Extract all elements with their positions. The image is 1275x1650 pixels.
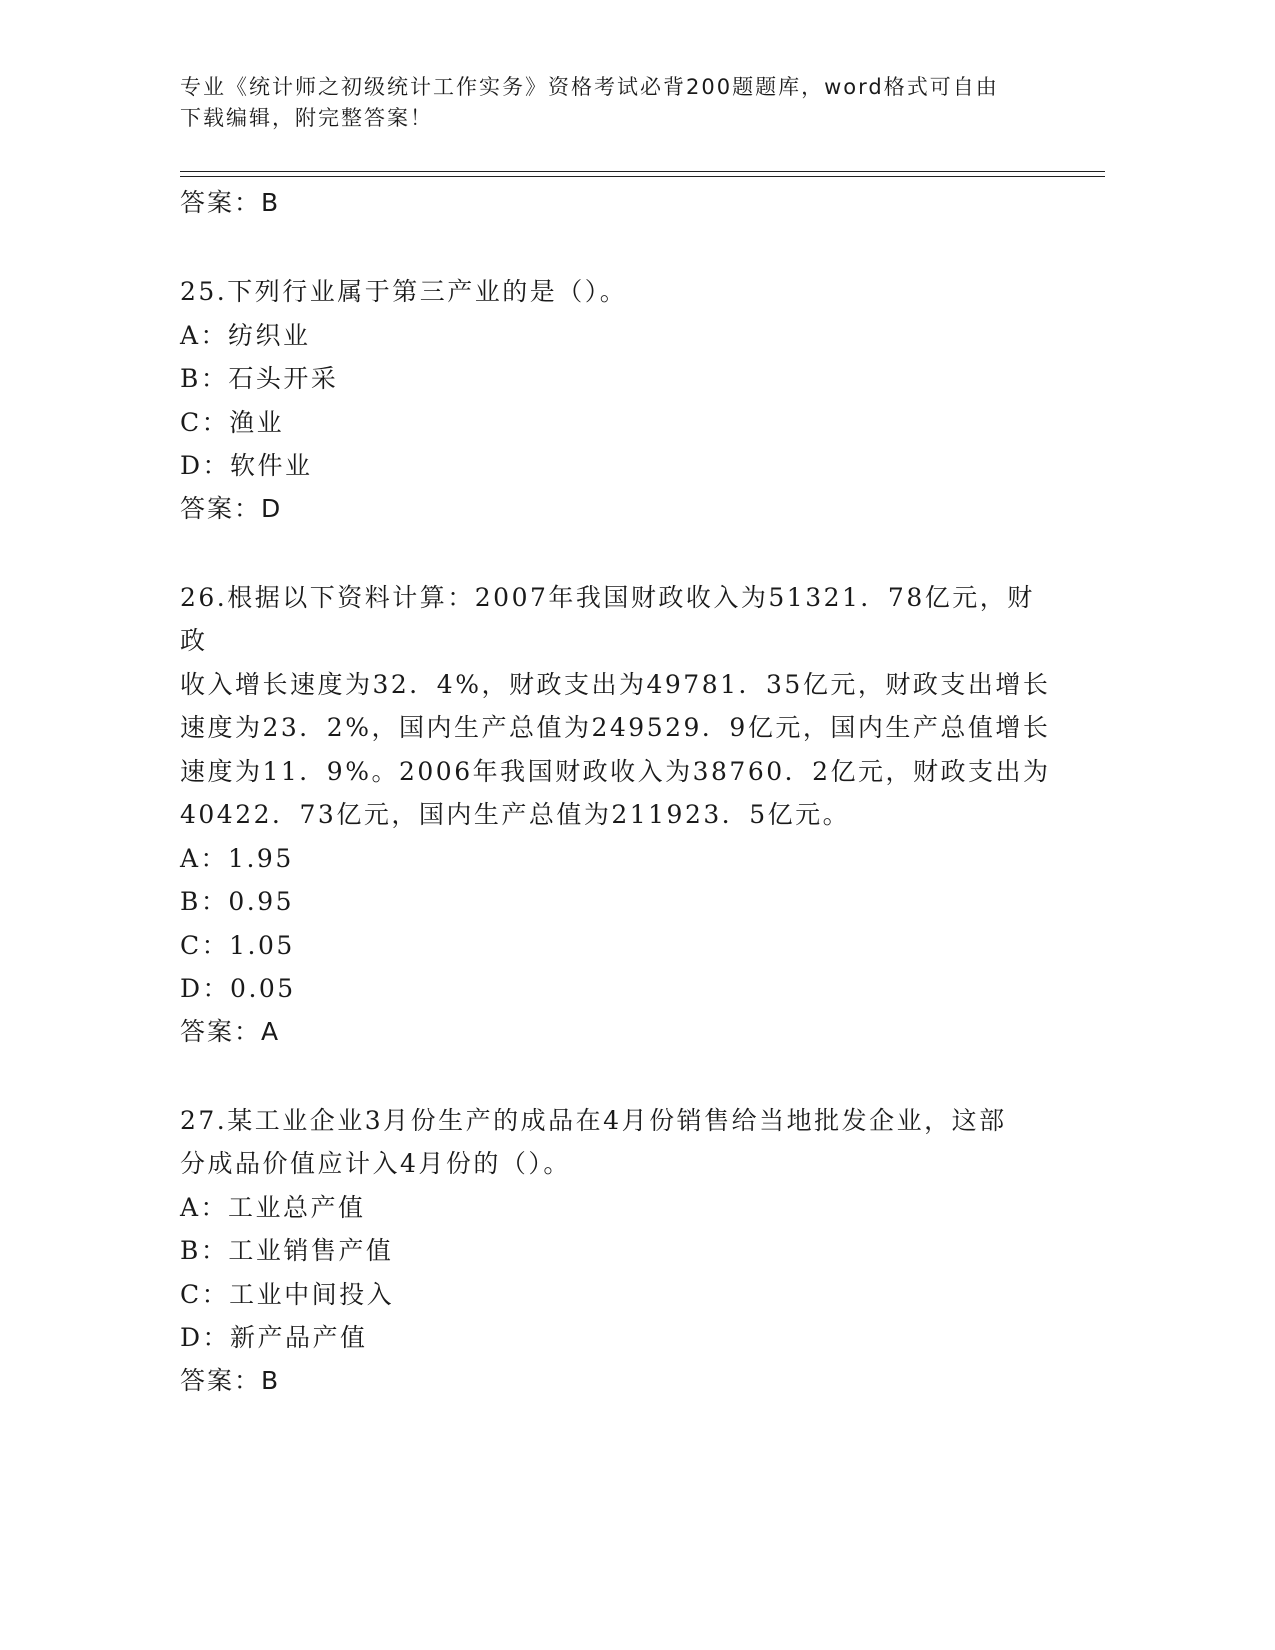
spacer: [180, 224, 1060, 270]
option-a: A：1.95: [180, 843, 294, 873]
option-b: B：0.95: [180, 887, 295, 916]
question-25: [180, 270, 1060, 530]
option-d: D：0.05: [180, 974, 296, 1003]
question-list: [180, 182, 1060, 1402]
question-26: [180, 576, 1060, 1053]
answer-line: 答案：D: [180, 493, 283, 523]
spacer: [180, 530, 1060, 576]
option-b: B：石头开采: [180, 364, 339, 393]
answer-line: 答案：A: [180, 1016, 281, 1046]
header-rule-top: [180, 171, 1105, 172]
spacer: [180, 1053, 1060, 1099]
question-text: 27.某工业企业3月份生产的成品在4月份销售给当地批发企业，这部: [180, 1105, 1007, 1135]
option-c: C：渔业: [180, 407, 285, 437]
question-text: 25.下列行业属于第三产业的是（）。: [180, 277, 628, 306]
question-text: 40422．73亿元，国内生产总值为211923．5亿元。: [180, 800, 851, 829]
question-text: 26.根据以下资料计算：2007年我国财政收入为51321．78亿元，财政: [180, 582, 1035, 655]
option-b: B：工业销售产值: [180, 1236, 394, 1265]
question-27: [180, 1099, 1060, 1402]
answer-line: 答案：B: [180, 1365, 281, 1395]
document-header: [180, 72, 1040, 134]
option-a: A：工业总产值: [180, 1192, 366, 1222]
option-c: C：工业中间投入: [180, 1279, 395, 1309]
question-text: 分成品价值应计入4月份的（）。: [180, 1149, 571, 1178]
option-a: A：纺织业: [180, 320, 311, 350]
question-text: 速度为23．2%，国内生产总值为249529．9亿元，国内生产总值增长: [180, 713, 1051, 742]
option-d: D：软件业: [180, 451, 313, 480]
header-line-1: 专业《统计师之初级统计工作实务》资格考试必背200题题库，word格式可自由: [180, 75, 999, 99]
question-text: 收入增长速度为32．4%，财政支出为49781．35亿元，财政支出增长: [180, 669, 1051, 699]
answer-line: 答案：B: [180, 188, 281, 217]
header-rule-bottom: [180, 176, 1105, 177]
option-c: C：1.05: [180, 930, 295, 960]
question-text: 速度为11．9%。2006年我国财政收入为38760．2亿元，财政支出为: [180, 756, 1051, 786]
option-d: D：新产品产值: [180, 1323, 368, 1352]
header-line-2: 下载编辑，附完整答案！: [180, 106, 433, 130]
